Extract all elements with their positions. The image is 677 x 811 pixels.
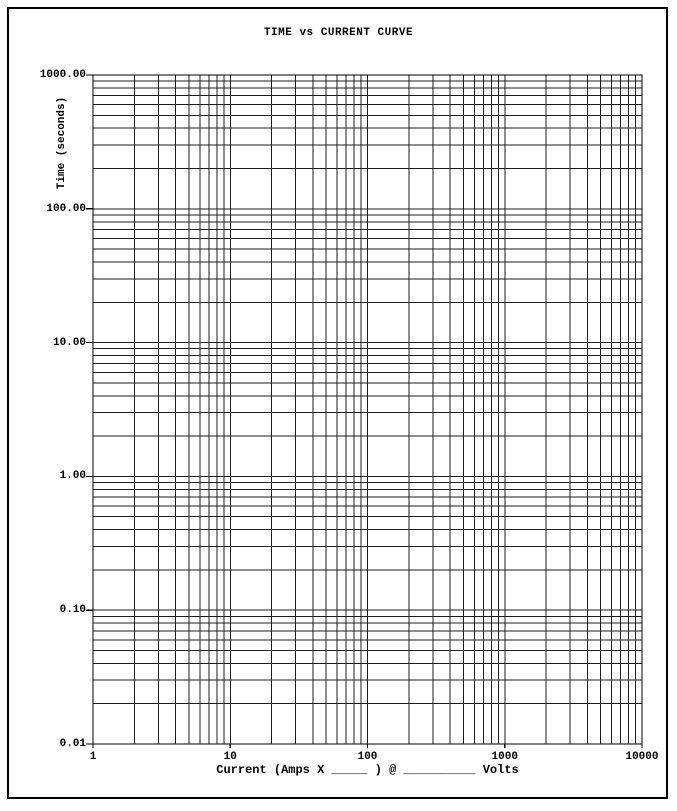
y-tick-label-1000: 1000.00 bbox=[39, 69, 86, 81]
y-axis-label: Time (seconds) bbox=[56, 96, 68, 190]
y-tick-label-1: 1.00 bbox=[59, 470, 86, 483]
x-tick-label-10: 10 bbox=[223, 751, 237, 763]
chart-title: TIME vs CURRENT CURVE bbox=[263, 27, 414, 39]
x-tick-label-100: 100 bbox=[357, 751, 378, 763]
y-tick-label-0p10: 0.10 bbox=[59, 604, 86, 617]
x-tick-label-1: 1 bbox=[89, 751, 97, 763]
x-tick-label-10000: 10000 bbox=[625, 751, 659, 763]
plot-area bbox=[93, 75, 642, 744]
x-axis-label: Current (Amps X _____ ) @ __________ Volts bbox=[216, 763, 519, 777]
x-tick-label-1000: 1000 bbox=[491, 751, 518, 763]
y-tick-label-10: 10.00 bbox=[52, 336, 86, 349]
loglog-grid bbox=[93, 75, 642, 744]
y-tick-label-0p01: 0.01 bbox=[59, 738, 86, 750]
y-tick-label-100: 100.00 bbox=[46, 202, 86, 215]
